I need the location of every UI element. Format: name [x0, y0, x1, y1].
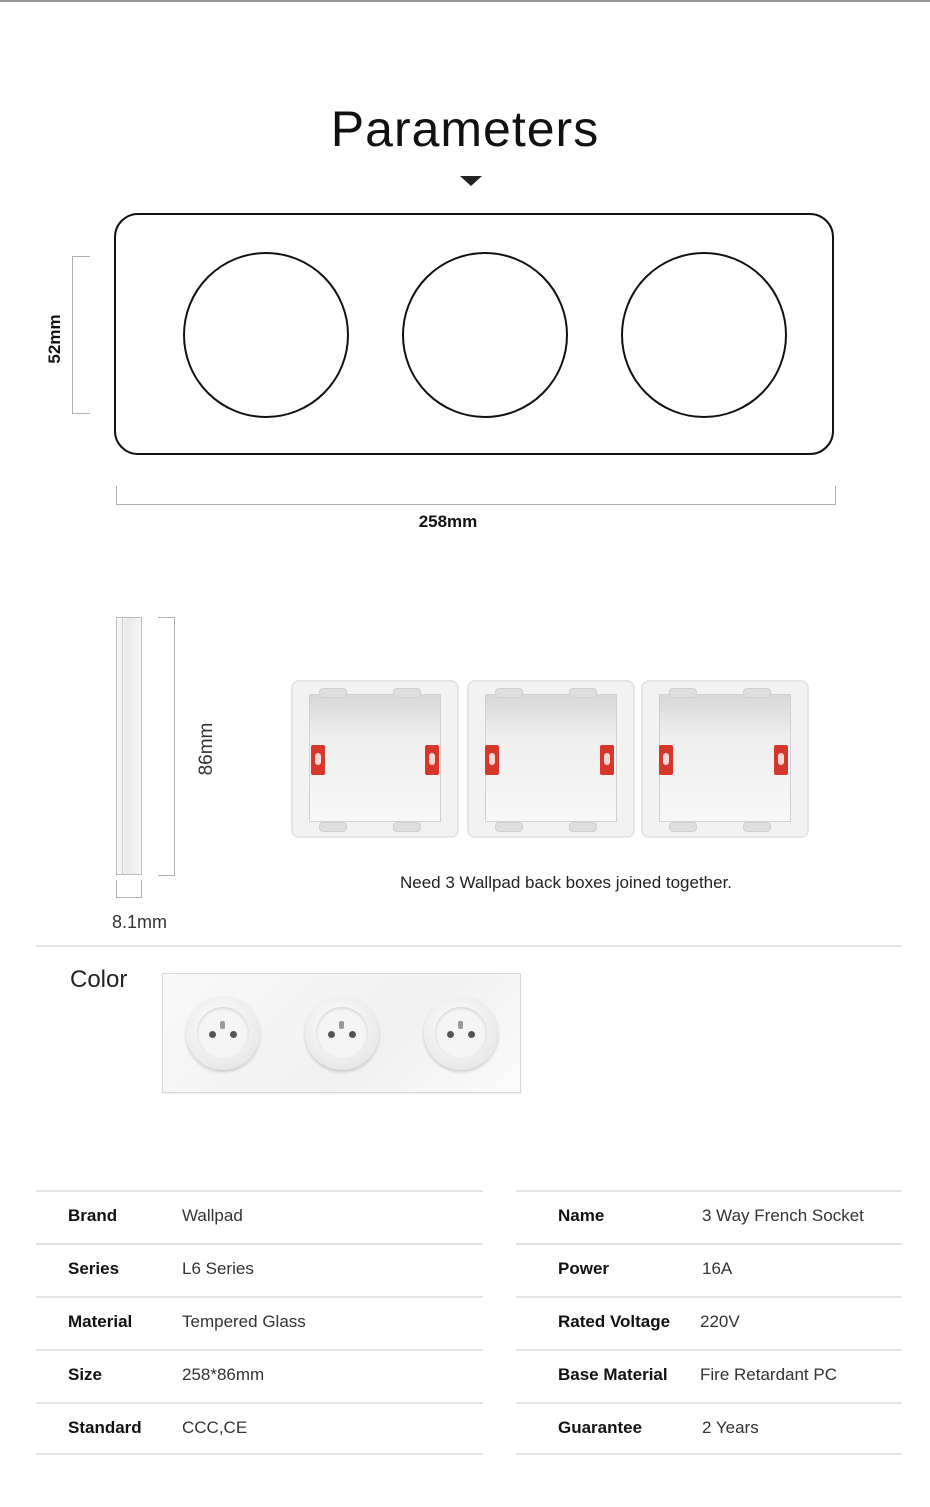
spec-row: [516, 1296, 902, 1349]
mounting-clip: [600, 745, 614, 775]
back-box-cavity: [659, 694, 791, 822]
thickness-dimension-tick: [116, 880, 117, 898]
spec-key: Series: [68, 1259, 120, 1278]
spec-key: Brand: [68, 1206, 118, 1225]
width-dimension-label: 258mm: [418, 512, 478, 531]
spec-row: [516, 1349, 902, 1402]
back-box-notch: [743, 688, 771, 698]
thickness-dimension-label: 8.1mm: [112, 912, 168, 932]
spec-key: Material: [68, 1312, 133, 1331]
width-dimension-line: [116, 504, 836, 505]
mounting-clip: [659, 745, 673, 775]
back-box-cavity: [485, 694, 617, 822]
spec-value: Tempered Glass: [182, 1312, 306, 1331]
page-title: Parameters: [330, 101, 600, 157]
side-profile: [116, 617, 142, 875]
top-divider: [0, 0, 930, 2]
spec-key: Rated Voltage: [558, 1312, 671, 1331]
french-socket-icon: [424, 996, 498, 1070]
spec-value: CCC,CE: [182, 1418, 248, 1437]
spec-value: 16A: [702, 1259, 733, 1278]
back-box-notch: [569, 688, 597, 698]
caret-down-icon: [460, 176, 482, 186]
mounting-clip: [425, 745, 439, 775]
back-box-cavity: [309, 694, 441, 822]
height-dimension-line: [72, 256, 73, 414]
spec-value: 2 Years: [702, 1418, 759, 1437]
spec-value: Fire Retardant PC: [700, 1365, 837, 1384]
back-box-notch: [393, 822, 421, 832]
spec-key: Name: [558, 1206, 605, 1225]
height-dimension-tick: [72, 256, 90, 257]
box-height-dimension-tick: [158, 617, 175, 618]
box-height-dimension-tick: [158, 875, 175, 876]
spec-row: [36, 1349, 483, 1402]
spec-value: 258*86mm: [182, 1365, 265, 1384]
box-height-dimension-label: 86mm: [196, 722, 217, 776]
panel-outline: [114, 213, 834, 455]
french-socket-icon: [186, 996, 260, 1070]
spec-key: Power: [558, 1259, 610, 1278]
back-box-notch: [319, 688, 347, 698]
height-dimension-label: 52mm: [45, 314, 64, 364]
box-height-dimension-line: [174, 617, 175, 875]
spec-row: [36, 1296, 483, 1349]
back-box-notch: [495, 688, 523, 698]
mounting-clip: [311, 745, 325, 775]
spec-value: L6 Series: [182, 1259, 254, 1278]
mounting-clip: [774, 745, 788, 775]
width-dimension-tick: [116, 486, 117, 505]
spec-row: [516, 1190, 902, 1243]
back-box-notch: [669, 822, 697, 832]
back-box-notch: [393, 688, 421, 698]
spec-row: [516, 1402, 902, 1455]
back-box-notch: [569, 822, 597, 832]
french-socket-icon: [305, 996, 379, 1070]
socket-outline: [402, 252, 568, 418]
spec-row: [36, 1190, 483, 1243]
section-divider: [36, 945, 902, 947]
width-dimension-tick: [835, 486, 836, 505]
back-box-notch: [495, 822, 523, 832]
spec-key: Base Material: [558, 1365, 668, 1384]
height-dimension-tick: [72, 413, 90, 414]
spec-row: [36, 1402, 483, 1455]
spec-key: Standard: [68, 1418, 142, 1437]
spec-value: 220V: [700, 1312, 740, 1331]
spec-value: 3 Way French Socket: [702, 1206, 864, 1225]
thickness-dimension-tick: [141, 880, 142, 898]
spec-key: Size: [68, 1365, 103, 1384]
spec-value: Wallpad: [182, 1206, 243, 1225]
back-box-notch: [319, 822, 347, 832]
thickness-dimension-line: [116, 897, 142, 898]
back-box-notch: [743, 822, 771, 832]
back-box-notch: [669, 688, 697, 698]
spec-row: [516, 1243, 902, 1296]
socket-outline: [621, 252, 787, 418]
socket-outline: [183, 252, 349, 418]
color-swatch-white: [162, 973, 521, 1093]
spec-key: Guarantee: [558, 1418, 643, 1437]
spec-row: [36, 1243, 483, 1296]
color-label: Color: [70, 966, 128, 993]
back-box-caption: Need 3 Wallpad back boxes joined together.: [400, 873, 733, 892]
mounting-clip: [485, 745, 499, 775]
